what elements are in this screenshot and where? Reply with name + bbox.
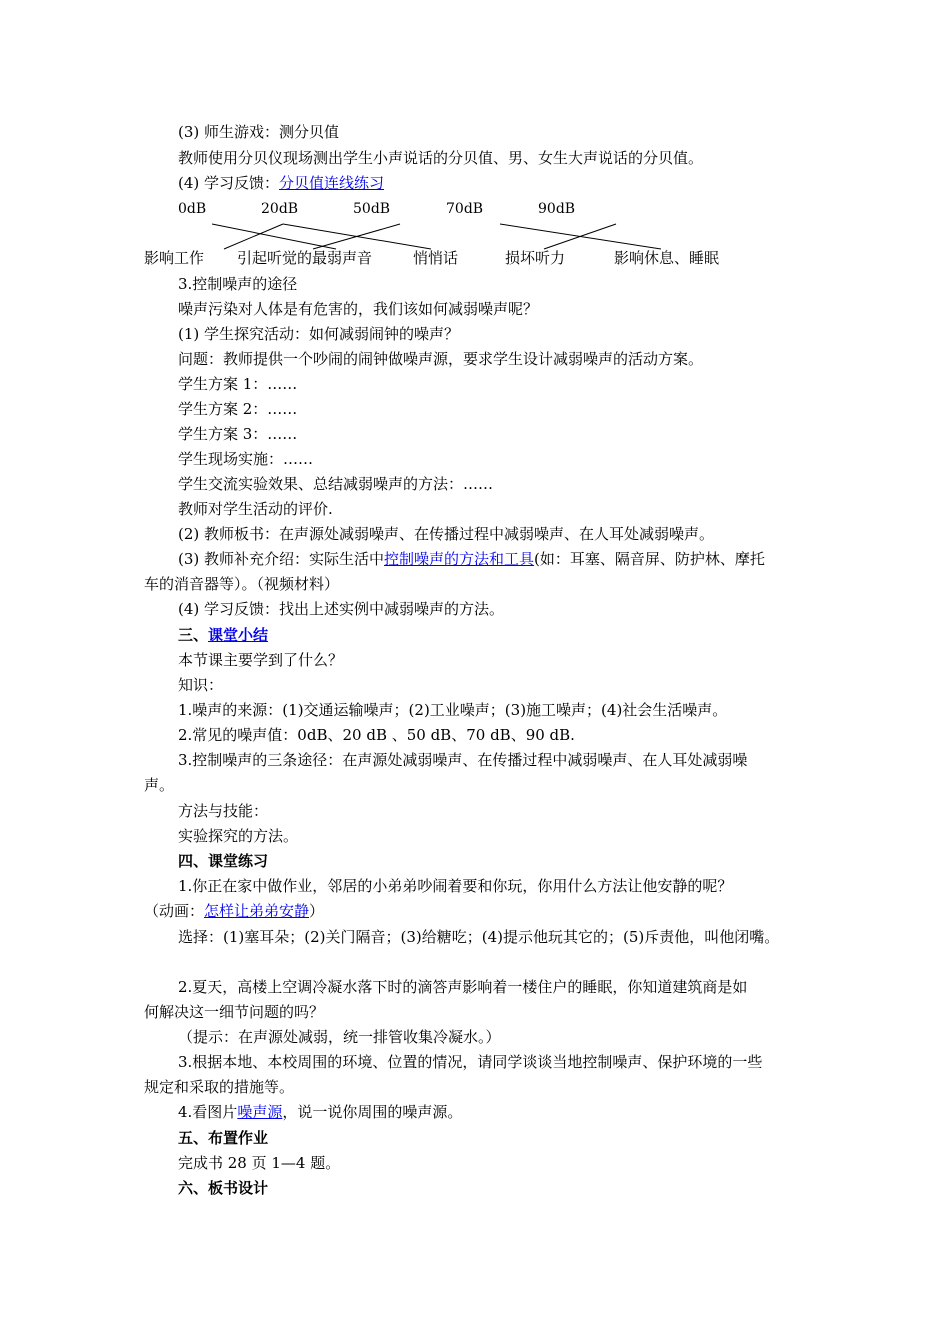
text-line: 本节课主要学到了什么？: [178, 651, 344, 669]
text-line: 完成书 28 页 1—4 题。: [178, 1154, 341, 1172]
text-line: (2) 教师板书：在声源处减弱噪声、在传播过程中减弱噪声、在人耳处减弱噪声。: [178, 525, 715, 543]
text-line: 教师对学生活动的评价.: [178, 500, 333, 518]
text-line: 2.夏天，高楼上空调冷凝水落下时的滴答声影响着一楼住户的睡眠，你知道建筑商是如: [178, 978, 748, 996]
decibel-matching-exercise-link[interactable]: 分贝值连线练习: [279, 174, 385, 192]
quiet-brother-animation-link[interactable]: 怎样让弟弟安静: [204, 902, 310, 920]
db-value-70: 70dB: [446, 201, 484, 217]
text-line: 学生方案 2：……: [178, 400, 298, 418]
text-line: 问题：教师提供一个吵闹的闹钟做噪声源，要求学生设计减弱噪声的活动方案。: [178, 350, 704, 368]
text-line: 1.噪声的来源：(1)交通运输噪声；(2)工业噪声；(3)施工噪声；(4)社会生活噪声。: [178, 701, 728, 719]
match-line: [283, 224, 431, 249]
db-value-20: 20dB: [261, 201, 299, 217]
text-prefix: （动画：: [144, 902, 205, 920]
text-suffix: ，说一说你周围的噪声源。: [282, 1103, 463, 1121]
effect-label: 悄悄话: [413, 249, 459, 267]
text-line: 声。: [144, 776, 175, 794]
text-line: 噪声污染对人体是有危害的，我们该如何减弱噪声呢？: [178, 300, 539, 318]
text-line: 2.常见的噪声值：0dB、20 dB 、50 dB、70 dB、90 dB.: [178, 726, 575, 744]
matching-lines: [0, 0, 950, 270]
section-heading-homework: 五、布置作业: [178, 1129, 269, 1147]
text-line: 实验探究的方法。: [178, 827, 299, 845]
text-line: 学生方案 1：……: [178, 375, 298, 393]
text-line: (3) 师生游戏：测分贝值: [178, 123, 340, 141]
text-line: (4) 学习反馈：找出上述实例中减弱噪声的方法。: [178, 600, 505, 618]
text-line: 知识：: [178, 676, 224, 694]
match-line: [544, 224, 616, 249]
effect-label: 损坏听力: [505, 249, 566, 267]
class-summary-link[interactable]: 课堂小结: [208, 626, 269, 644]
text-line: 3.控制噪声的三条途径：在声源处减弱噪声、在传播过程中减弱噪声、在人耳处减弱噪: [178, 751, 748, 769]
text-line: 方法与技能：: [178, 802, 269, 820]
text-line: [178, 1102, 462, 1122]
section-subheading: 3.控制噪声的途径: [178, 275, 298, 293]
text-line: [178, 549, 765, 569]
noise-control-methods-link[interactable]: 控制噪声的方法和工具: [384, 550, 535, 568]
text-suffix: ）: [309, 902, 325, 920]
noise-source-picture-link[interactable]: 噪声源: [237, 1103, 283, 1121]
text-line: 1.你正在家中做作业，邻居的小弟弟吵闹着要和你玩，你用什么方法让他安静的呢？: [178, 877, 733, 895]
section-heading-practice: 四、课堂练习: [178, 852, 269, 870]
text-line: 选择：(1)塞耳朵；(2)关门隔音；(3)给糖吃；(4)提示他玩其它的；(5)斥责他，叫他闭嘴。: [178, 928, 780, 946]
effect-label: 影响工作: [144, 249, 205, 267]
text-line: 何解决这一细节问题的吗？: [144, 1003, 325, 1021]
text-prefix: (4) 学习反馈：: [178, 174, 280, 192]
text-line: 3.根据本地、本校周围的环境、位置的情况，请同学谈谈当地控制噪声、保护环境的一些: [178, 1053, 763, 1071]
section-heading-board-design: 六、板书设计: [178, 1179, 269, 1197]
section-heading-summary: [178, 625, 268, 645]
effect-label: 影响休息、睡眠: [614, 249, 720, 267]
effect-label: 引起听觉的最弱声音: [237, 249, 373, 267]
text-line: （提示：在声源处减弱，统一排管收集冷凝水。）: [178, 1028, 501, 1046]
text-line: 学生现场实施：……: [178, 450, 314, 468]
text-line: 学生交流实验效果、总结减弱噪声的方法：……: [178, 475, 494, 493]
text-line: (1) 学生探究活动：如何减弱闹钟的噪声？: [178, 325, 460, 343]
text-line: 学生方案 3：……: [178, 425, 298, 443]
text-suffix: (如：耳塞、隔音屏、防护林、摩托: [534, 550, 765, 568]
text-line: 车的消音器等）。（视频材料）: [144, 575, 340, 593]
text-line: 规定和采取的措施等。: [144, 1078, 295, 1096]
db-value-0: 0dB: [178, 201, 207, 217]
text-prefix: (3) 教师补充介绍：实际生活中: [178, 550, 385, 568]
text-prefix: 4.看图片: [178, 1103, 238, 1121]
text-line: [144, 901, 324, 921]
db-value-50: 50dB: [353, 201, 391, 217]
heading-prefix: 三、: [178, 626, 209, 644]
db-value-90: 90dB: [538, 201, 576, 217]
text-line: 教师使用分贝仪现场测出学生小声说话的分贝值、男、女生大声说话的分贝值。: [178, 149, 704, 167]
